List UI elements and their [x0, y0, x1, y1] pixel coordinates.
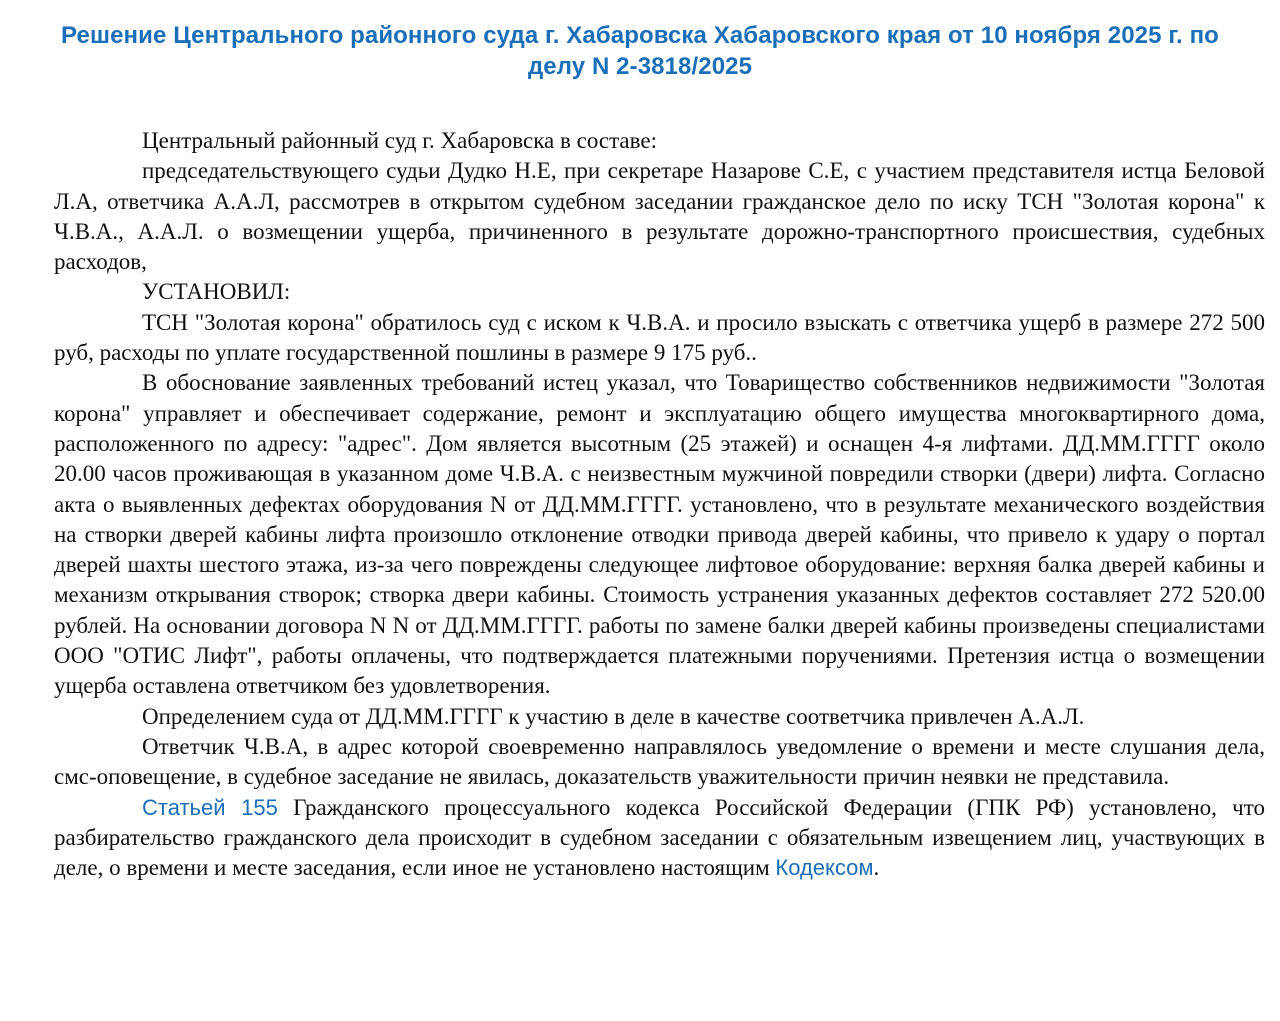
claim-paragraph: ТСН "Золотая корона" обратилось суд с иском к Ч.В.А. и просило взыскать с ответчика ущерб в размере 272 500 руб, расходы по уплате государственной пошлины в размере 9 175 руб.. [54, 309, 1265, 366]
established-heading: УСТАНОВИЛ: [142, 279, 291, 305]
article-155-paragraph [54, 793, 1265, 884]
defendant-absence-paragraph: Ответчик Ч.В.А, в адрес которой своевременно направлялось уведомление о времени и месте слушания дела, смс-оповещение, в судебное заседание не явилась, доказательств уважительности причин неявки не представила. [54, 733, 1265, 790]
court-composition-paragraph: Центральный районный суд г. Хабаровска в составе: [142, 128, 657, 153]
article-155-text-end: . [873, 855, 880, 881]
code-link[interactable]: Кодексом [775, 855, 874, 881]
document-body [54, 126, 1265, 883]
case-parties-paragraph: председательствующего судьи Дудко Н.Е, при секретаре Назарове С.Е, с участием представителя истца Беловой Л.А, ответчика А.А.Л, рассмотрев в открытом судебном заседании гражданское дело по иску ТСН "Золотая корона" к Ч.В.А., А.А.Л. о возмещении ущерба, причиненного в результате дорожно-транспортного происшествия, судебных расходов, [54, 158, 1265, 275]
article-155-text: Гражданского процессуального кодекса Российской Федерации (ГПК РФ) установлено, что разбирательство гражданского дела происходит в судебном заседании с обязательным извещением лиц, участвующих в деле, о времени и месте заседания, если иное не установлено настоящим [54, 794, 1265, 881]
claim-grounds-paragraph: В обоснование заявленных требований истец указал, что Товарищество собственников недвижимости "Золотая корона" управляет и обеспечивает содержание, ремонт и эксплуатацию общего имущества многоквартирного дома, расположенного по адресу: "адрес". Дом является высотным (25 этажей) и оснащен 4-я лифтами. ДД.ММ.ГГГГ около 20.00 часов проживающая в указанном доме Ч.В.А. с неизвестным мужчиной повредили створки (двери) лифта. Согласно акта о выявленных дефектах оборудования N от ДД.ММ.ГГГГ. установлено, что в результате механического воздействия на створки дверей кабины лифта произошло отклонение отводки привода дверей кабины, что привело к удару о портал дверей шахты шестого этажа, из-за чего повреждены следующее лифтовое оборудование: верхняя балка дверей кабины и механизм открывания створок; створка двери кабины. Стоимость устранения указанных дефектов составляет 272 520.00 рублей. На основании договора N N от ДД.ММ.ГГГГ. работы по замене балки дверей кабины произведены специалистами ООО "ОТИС Лифт", работы оплачены, что подтверждается платежными поручениями. Претензия истца о возмещении ущерба оставлена ответчиком без удовлетворения. [54, 370, 1265, 699]
document-title: Решение Центрального районного суда г. Хабаровска Хабаровского края от 10 ноября 2025 г. по делу N 2-3818/2025 [61, 22, 1219, 80]
co-defendant-paragraph: Определением суда от ДД.ММ.ГГГГ к участию в деле в качестве соответчика привлечен А.А.Л. [142, 703, 1085, 729]
article-155-link[interactable]: Статьей 155 [142, 794, 278, 820]
